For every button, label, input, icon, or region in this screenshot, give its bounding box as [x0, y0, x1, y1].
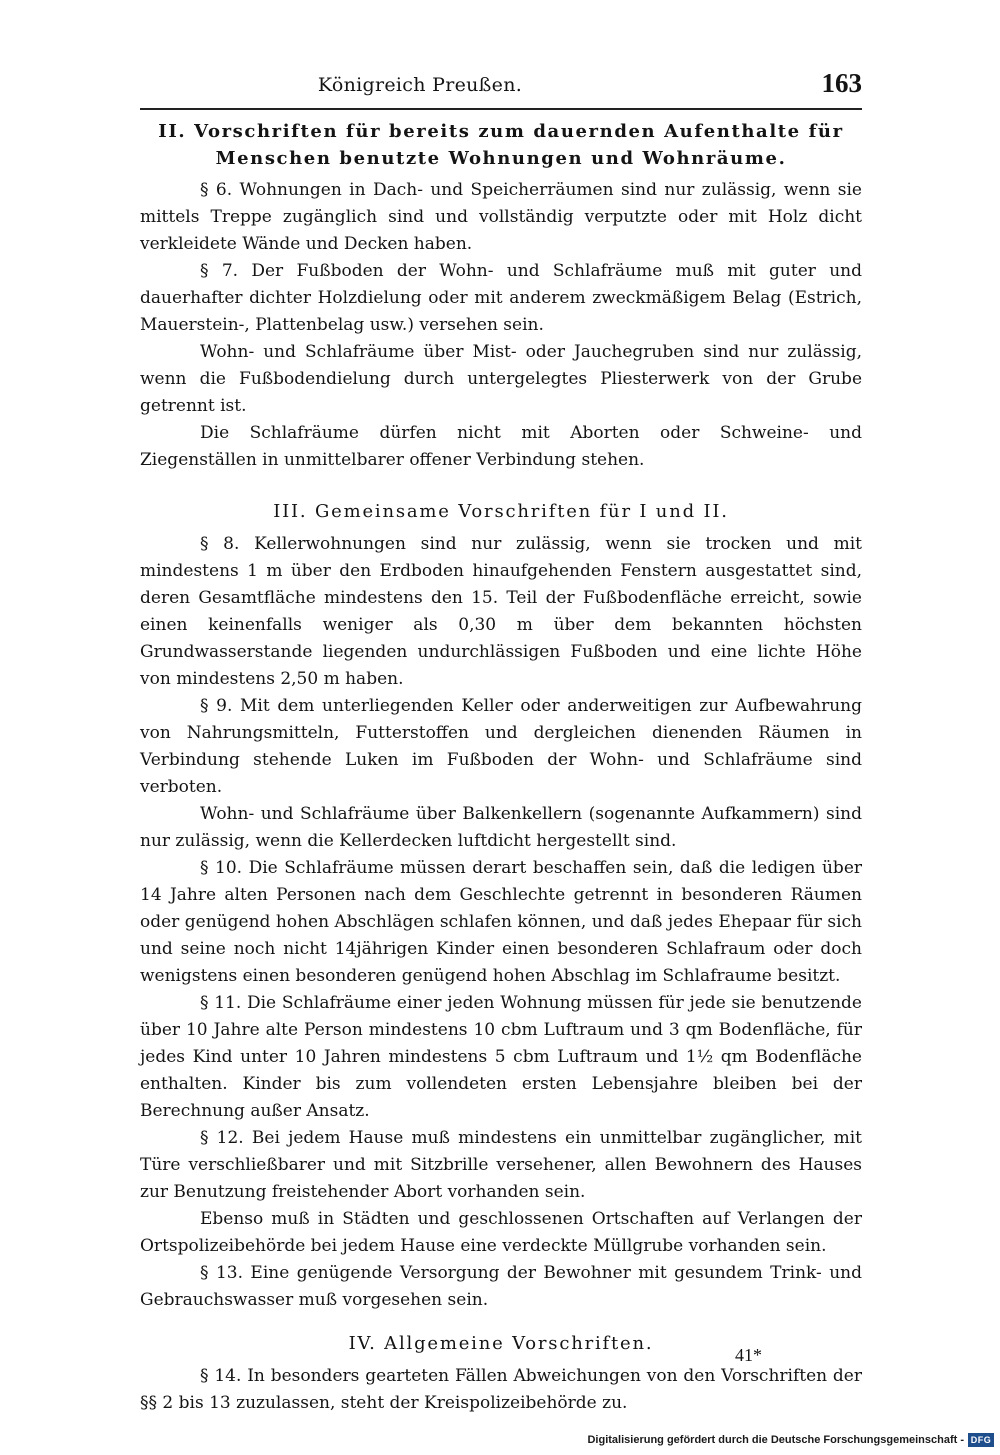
dfg-notice [587, 1431, 994, 1449]
section-heading-ii: II. Vorschriften für bereits zum dauernden Aufenthalte für Menschen benutzte Wohnungen und Wohnräume. [158, 121, 844, 169]
document-body [140, 118, 862, 1417]
dfg-logo-icon: DFG [968, 1433, 994, 1447]
paragraph-10: § 10. Die Schlafräume müssen derart beschaffen sein, daß die ledigen über 14 Jahre alten Personen nach dem Geschlechte getrennt in besonderen Räumen oder genügend hohen Abschlägen schlafen können, und daß jedes Ehepaar für sich und seine noch nicht 14jährigen Kinder einen besonderen Schlafraum oder doch wenigstens einen besonderen genügend hohen Abschlag im Schlafraume besitzt. [140, 858, 862, 986]
signature-mark: 41* [735, 1345, 762, 1365]
paragraph-7-final: Die Schlafräume dürfen nicht mit Aborten oder Schweine- und Ziegenställen in unmittelbarer offener Verbindung stehen. [140, 423, 862, 470]
paragraph-9-continued: Wohn- und Schlafräume über Balkenkellern (sogenannte Aufkammern) sind nur zulässig, wenn die Kellerdecken luftdicht hergestellt sind. [140, 804, 862, 851]
paragraph-14: § 14. In besonders gearteten Fällen Abweichungen von den Vorschriften der §§ 2 bis 13 zuzulassen, steht der Kreispolizeibehörde zu. [140, 1366, 862, 1413]
section-heading-iii: III. Gemeinsame Vorschriften für I und II. [273, 501, 729, 522]
header-rule [140, 108, 862, 110]
paragraph-13: § 13. Eine genügende Versorgung der Bewohner mit gesundem Trink- und Gebrauchswasser muß vorgesehen sein. [140, 1263, 862, 1310]
paragraph-11: § 11. Die Schlafräume einer jeden Wohnung müssen für jede sie benutzende über 10 Jahre alte Person mindestens 10 cbm Luftraum und 3 qm Bodenfläche, für jedes Kind unter 10 Jahren mindestens 5 cbm Luftraum und 1½ qm Bodenfläche enthalten. Kinder bis zum vollendeten ersten Lebensjahre bleiben bei der Berechnung außer Ansatz. [140, 993, 862, 1121]
page-header [140, 68, 862, 106]
paragraph-7: § 7. Der Fußboden der Wohn- und Schlafräume muß mit guter und dauerhafter dichter Holzdielung oder mit anderem zweckmäßigem Belag (Estrich, Mauerstein-, Plattenbelag usw.) versehen sein. [140, 261, 862, 335]
paragraph-9: § 9. Mit dem unterliegenden Keller oder anderweitigen zur Aufbewahrung von Nahrungsmitteln, Futterstoffen und dergleichen dienenden Räumen in Verbindung stehende Luken im Fußboden der Wohn- und Schlafräume sind verboten. [140, 696, 862, 797]
paragraph-12: § 12. Bei jedem Hause muß mindestens ein unmittelbar zugänglicher, mit Türe verschließbarer und mit Sitzbrille versehener, allen Bewohnern des Hauses zur Benutzung freistehender Abort vorhanden sein. [140, 1128, 862, 1202]
page-number: 163 [821, 68, 862, 98]
paragraph-7-continued: Wohn- und Schlafräume über Mist- oder Jauchegruben sind nur zulässig, wenn die Fußbodendielung durch untergelegtes Pliesterwerk von der Grube getrennt ist. [140, 342, 862, 416]
section-heading-iv: IV. Allgemeine Vorschriften. [348, 1333, 654, 1354]
paragraph-6: § 6. Wohnungen in Dach- und Speicherräumen sind nur zulässig, wenn sie mittels Treppe zugänglich sind und vollständig verputzte oder mit Holz dicht verkleidete Wände und Decken haben. [140, 180, 862, 254]
running-title: Königreich Preußen. [317, 74, 523, 96]
dfg-notice-text: Digitalisierung gefördert durch die Deutsche Forschungsgemeinschaft - [587, 1434, 964, 1446]
paragraph-8: § 8. Kellerwohnungen sind nur zulässig, wenn sie trocken und mit mindestens 1 m über den Erdboden hinaufgehenden Fenstern ausgestattet sind, deren Gesamtfläche mindestens den 15. Teil der Fußbodenfläche erreicht, sowie einen keinenfalls weniger als 0,30 m über dem bekannten höchsten Grundwasserstande liegenden undurchlässigen Fußboden und eine lichte Höhe von mindestens 2,50 m haben. [140, 534, 862, 689]
paragraph-12-continued: Ebenso muß in Städten und geschlossenen Ortschaften auf Verlangen der Ortspolizeibehörde bei jedem Hause eine verdeckte Müllgrube vorhanden sein. [140, 1209, 862, 1256]
